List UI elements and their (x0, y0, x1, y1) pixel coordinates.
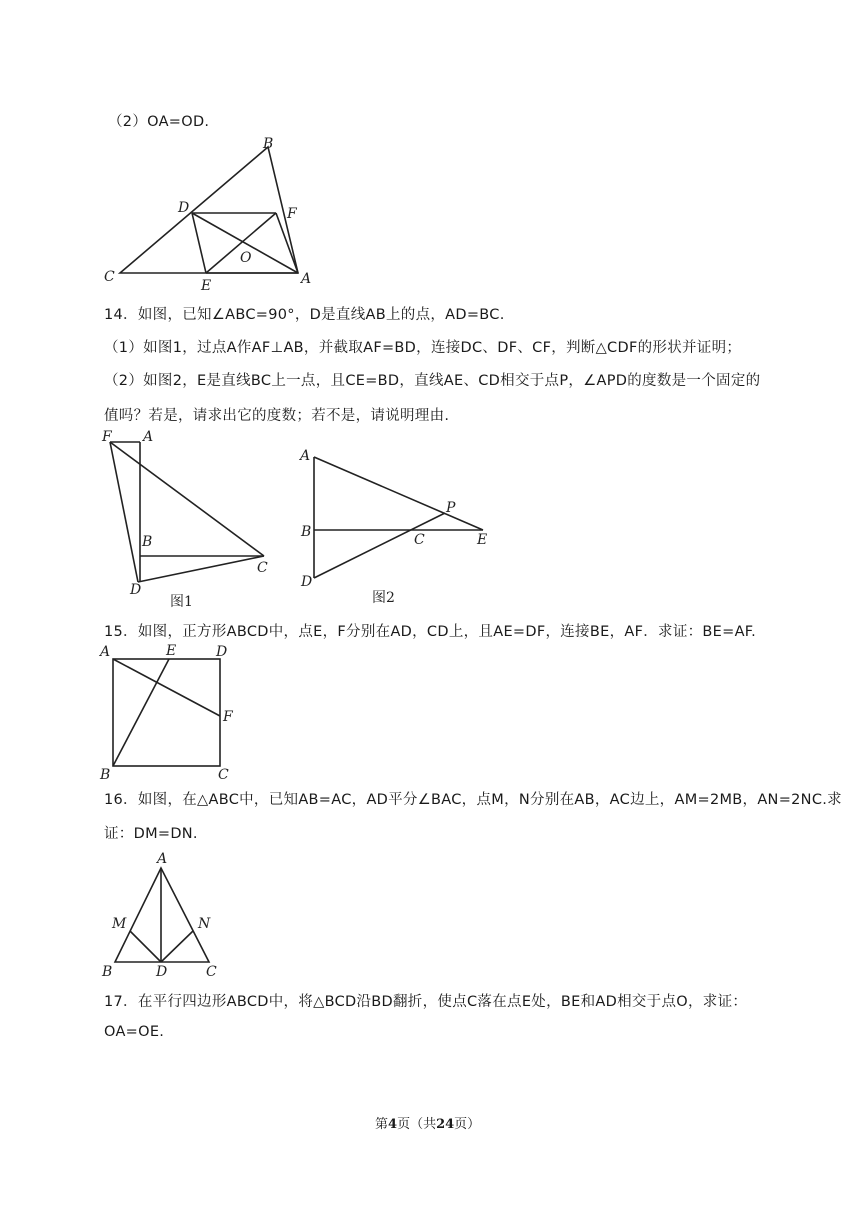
q16-line2: 证：DM=DN. (104, 826, 198, 842)
fig15-label-F: F (223, 709, 233, 725)
fig14a-label-D: D (130, 582, 142, 598)
fig16-label-A: A (157, 851, 168, 867)
fig14b-caption: 图2 (372, 590, 395, 606)
fig15-label-B: B (100, 767, 111, 783)
footer-middle: 页（共 (397, 1117, 437, 1132)
figure-14-1 (100, 428, 280, 608)
footer-prefix: 第 (375, 1117, 389, 1132)
fig13-label-A: A (301, 271, 312, 287)
footer-total-pages: 24 (436, 1117, 455, 1132)
fig14b-label-P: P (446, 500, 456, 516)
fig14b-label-C: C (414, 532, 425, 548)
fig13-label-O: O (240, 250, 252, 266)
fig15-label-D: D (216, 644, 228, 660)
fig15-label-C: C (218, 767, 229, 783)
fig13-label-B: B (263, 136, 274, 152)
figure-16 (98, 848, 228, 978)
q15-stem: 15．如图，正方形ABCD中，点E，F分别在AD，CD上，且AE=DF，连接BE，AF．求证：BE=AF. (104, 624, 757, 640)
fig16-label-N: N (198, 916, 211, 932)
fig16-dn (161, 931, 193, 962)
fig13-de (192, 213, 206, 273)
fig15-label-A: A (100, 644, 111, 660)
q14-part2-line2: 值吗？若是，请求出它的度数；若不是，请说明理由. (104, 408, 450, 424)
fig13-label-D: D (178, 200, 190, 216)
fig14b-label-D: D (301, 574, 313, 590)
q17-line1: 17．在平行四边形ABCD中，将△BCD沿BD翻折，使点C落在点E处，BE和AD相交于点O，求证： (104, 994, 748, 1010)
fig14a-label-C: C (257, 560, 268, 576)
fig14b-label-B: B (301, 524, 312, 540)
fig16-label-C: C (206, 964, 217, 980)
fig14a-caption: 图1 (170, 594, 193, 610)
q14-part1: （1）如图1，过点A作AF⊥AB，并截取AF=BD，连接DC、DF、CF，判断△CDF的形状并证明； (104, 340, 742, 356)
fig16-label-B: B (102, 964, 113, 980)
figure-14-2 (295, 440, 505, 620)
fig14a-label-F: F (102, 429, 112, 445)
fig16-label-M: M (112, 916, 127, 932)
fig15-af (113, 659, 220, 716)
fig16-dm (130, 931, 161, 962)
fig13-label-F: F (287, 206, 297, 222)
fig16-triangle (115, 868, 209, 962)
q14-part2-line1: （2）如图2，E是直线BC上一点，且CE=BD，直线AE、CD相交于点P，∠APD的度数是一个固定的 (104, 373, 761, 389)
fig13-label-C: C (104, 269, 115, 285)
q17-line2: OA=OE. (104, 1024, 165, 1040)
fig13-triangle (120, 147, 298, 273)
footer-page-number: 4 (388, 1117, 398, 1132)
fig14a-fc (110, 442, 264, 556)
figure-13 (100, 135, 320, 295)
fig14b-label-A: A (300, 448, 311, 464)
page-footer (375, 1113, 480, 1132)
fig15-label-E: E (166, 643, 177, 659)
fig14a-fd (110, 442, 138, 582)
fig16-label-D: D (156, 964, 168, 980)
fig14b-ap (314, 457, 483, 530)
fig15-be (113, 659, 169, 766)
fig15-square (113, 659, 220, 766)
fig14a-label-A: A (143, 429, 154, 445)
q14-stem: 14．如图，已知∠ABC=90°，D是直线AB上的点，AD=BC. (104, 307, 505, 323)
q16-line1: 16．如图，在△ABC中，已知AB=AC，AD平分∠BAC，点M，N分别在AB，AC边上，AM=2MB，AN=2NC.求 (104, 792, 842, 808)
fig14b-label-E: E (477, 532, 488, 548)
fig14b-dp (314, 513, 445, 578)
fig14a-dc (138, 556, 264, 582)
q13-part2: （2）OA=OD. (108, 114, 210, 130)
fig14a-label-B: B (142, 534, 153, 550)
fig13-fa (276, 213, 298, 273)
figure-15 (98, 642, 258, 782)
footer-suffix: 页） (454, 1117, 481, 1132)
fig13-label-E: E (201, 278, 212, 294)
